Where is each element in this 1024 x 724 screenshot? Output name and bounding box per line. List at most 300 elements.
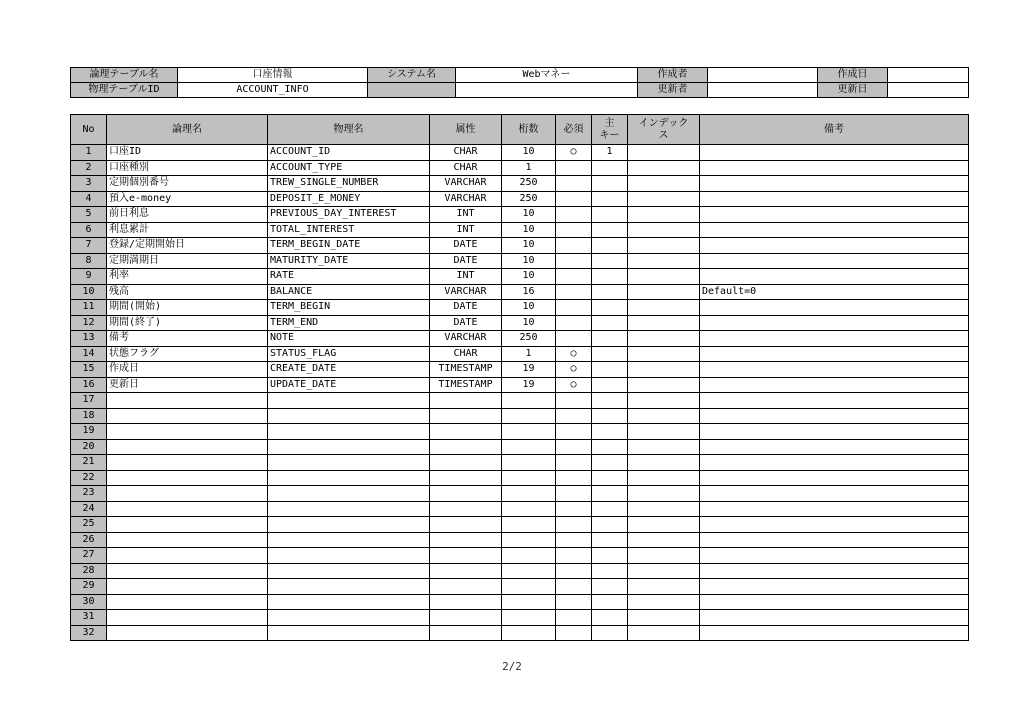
cell-remarks	[700, 610, 969, 626]
cell-no: 3	[71, 176, 107, 192]
cell-logical-name	[107, 393, 268, 409]
cell-primary-key	[592, 191, 628, 207]
cell-attribute: VARCHAR	[430, 284, 502, 300]
author-value	[708, 68, 818, 83]
cell-digits	[502, 610, 556, 626]
cell-required	[556, 300, 592, 316]
cell-logical-name: 状態フラグ	[107, 346, 268, 362]
cell-required	[556, 579, 592, 595]
cell-digits: 1	[502, 160, 556, 176]
cell-no: 28	[71, 563, 107, 579]
cell-physical-name: TREW_SINGLE_NUMBER	[268, 176, 430, 192]
cell-attribute	[430, 517, 502, 533]
cell-required	[556, 284, 592, 300]
cell-primary-key	[592, 362, 628, 378]
cell-index	[628, 377, 700, 393]
cell-attribute	[430, 532, 502, 548]
cell-digits	[502, 408, 556, 424]
cell-remarks	[700, 300, 969, 316]
cell-digits: 19	[502, 362, 556, 378]
cell-digits	[502, 517, 556, 533]
cell-logical-name: 前日利息	[107, 207, 268, 223]
table-row	[71, 548, 969, 564]
cell-digits	[502, 579, 556, 595]
cell-logical-name: 期間(開始)	[107, 300, 268, 316]
cell-attribute	[430, 610, 502, 626]
cell-logical-name: 残高	[107, 284, 268, 300]
cell-digits: 250	[502, 331, 556, 347]
cell-primary-key	[592, 439, 628, 455]
header-attribute: 属性	[430, 115, 502, 145]
cell-index	[628, 563, 700, 579]
cell-attribute: CHAR	[430, 145, 502, 161]
cell-required	[556, 424, 592, 440]
cell-digits	[502, 439, 556, 455]
cell-index	[628, 346, 700, 362]
cell-logical-name: 備考	[107, 331, 268, 347]
cell-remarks: Default=0	[700, 284, 969, 300]
cell-no: 2	[71, 160, 107, 176]
table-meta-header	[70, 67, 969, 98]
cell-physical-name: STATUS_FLAG	[268, 346, 430, 362]
cell-logical-name	[107, 610, 268, 626]
cell-logical-name: 定期個別番号	[107, 176, 268, 192]
cell-logical-name	[107, 455, 268, 471]
cell-digits: 250	[502, 191, 556, 207]
cell-physical-name: TERM_BEGIN_DATE	[268, 238, 430, 254]
cell-physical-name: BALANCE	[268, 284, 430, 300]
cell-no: 1	[71, 145, 107, 161]
cell-digits	[502, 424, 556, 440]
cell-primary-key	[592, 207, 628, 223]
cell-digits: 10	[502, 315, 556, 331]
cell-primary-key	[592, 455, 628, 471]
cell-no: 7	[71, 238, 107, 254]
cell-digits: 10	[502, 253, 556, 269]
cell-remarks	[700, 532, 969, 548]
cell-attribute	[430, 470, 502, 486]
cell-physical-name: PREVIOUS_DAY_INTEREST	[268, 207, 430, 223]
cell-remarks	[700, 362, 969, 378]
cell-no: 25	[71, 517, 107, 533]
header-physical-name: 物理名	[268, 115, 430, 145]
cell-no: 24	[71, 501, 107, 517]
cell-logical-name: 口座種別	[107, 160, 268, 176]
table-row	[71, 579, 969, 595]
cell-physical-name: MATURITY_DATE	[268, 253, 430, 269]
cell-attribute: DATE	[430, 253, 502, 269]
cell-logical-name: 預入e-money	[107, 191, 268, 207]
cell-physical-name	[268, 548, 430, 564]
cell-digits: 16	[502, 284, 556, 300]
cell-no: 17	[71, 393, 107, 409]
cell-remarks	[700, 470, 969, 486]
cell-primary-key	[592, 300, 628, 316]
cell-digits	[502, 532, 556, 548]
page-number: 2/2	[502, 660, 522, 673]
cell-remarks	[700, 393, 969, 409]
table-row	[71, 563, 969, 579]
cell-remarks	[700, 253, 969, 269]
cell-logical-name: 定期満期日	[107, 253, 268, 269]
cell-index	[628, 253, 700, 269]
cell-primary-key	[592, 253, 628, 269]
cell-logical-name	[107, 470, 268, 486]
cell-required	[556, 594, 592, 610]
cell-attribute	[430, 439, 502, 455]
cell-required	[556, 253, 592, 269]
cell-remarks	[700, 176, 969, 192]
physical-table-id-value: ACCOUNT_INFO	[178, 83, 368, 98]
cell-index	[628, 207, 700, 223]
cell-required: ○	[556, 145, 592, 161]
cell-no: 16	[71, 377, 107, 393]
cell-primary-key	[592, 160, 628, 176]
cell-attribute: TIMESTAMP	[430, 362, 502, 378]
cell-no: 18	[71, 408, 107, 424]
table-row	[71, 145, 969, 161]
cell-index	[628, 517, 700, 533]
cell-index	[628, 408, 700, 424]
cell-remarks	[700, 408, 969, 424]
cell-index	[628, 625, 700, 641]
cell-remarks	[700, 625, 969, 641]
cell-digits: 250	[502, 176, 556, 192]
cell-attribute	[430, 548, 502, 564]
table-row	[71, 439, 969, 455]
cell-primary-key	[592, 222, 628, 238]
cell-digits	[502, 501, 556, 517]
cell-remarks	[700, 486, 969, 502]
cell-physical-name	[268, 455, 430, 471]
cell-primary-key	[592, 517, 628, 533]
cell-logical-name	[107, 408, 268, 424]
table-row	[71, 486, 969, 502]
cell-index	[628, 269, 700, 285]
cell-attribute	[430, 594, 502, 610]
cell-primary-key	[592, 377, 628, 393]
cell-index	[628, 486, 700, 502]
logical-table-name-value: 口座情報	[178, 68, 368, 83]
table-row	[71, 269, 969, 285]
system-name-value: Webマネー	[456, 68, 638, 83]
cell-remarks	[700, 269, 969, 285]
cell-no: 31	[71, 610, 107, 626]
cell-primary-key	[592, 393, 628, 409]
header-no: No	[71, 115, 107, 145]
cell-index	[628, 470, 700, 486]
header-index: インデック ス	[628, 115, 700, 145]
cell-digits	[502, 470, 556, 486]
cell-attribute: DATE	[430, 300, 502, 316]
cell-no: 29	[71, 579, 107, 595]
cell-remarks	[700, 548, 969, 564]
cell-required	[556, 625, 592, 641]
cell-attribute	[430, 455, 502, 471]
cell-index	[628, 501, 700, 517]
table-row	[71, 315, 969, 331]
cell-remarks	[700, 579, 969, 595]
created-date-label: 作成日	[818, 68, 888, 83]
cell-attribute	[430, 579, 502, 595]
cell-required	[556, 238, 592, 254]
cell-primary-key	[592, 532, 628, 548]
cell-logical-name: 利率	[107, 269, 268, 285]
table-row	[71, 470, 969, 486]
table-row	[71, 346, 969, 362]
cell-primary-key	[592, 548, 628, 564]
cell-index	[628, 176, 700, 192]
cell-required: ○	[556, 377, 592, 393]
cell-required	[556, 439, 592, 455]
cell-remarks	[700, 346, 969, 362]
cell-physical-name: TERM_BEGIN	[268, 300, 430, 316]
updated-date-value	[888, 83, 969, 98]
cell-physical-name: UPDATE_DATE	[268, 377, 430, 393]
cell-primary-key	[592, 176, 628, 192]
cell-logical-name	[107, 501, 268, 517]
cell-attribute: INT	[430, 222, 502, 238]
cell-digits: 1	[502, 346, 556, 362]
cell-logical-name	[107, 517, 268, 533]
cell-physical-name: ACCOUNT_TYPE	[268, 160, 430, 176]
cell-required	[556, 393, 592, 409]
cell-index	[628, 238, 700, 254]
cell-attribute	[430, 424, 502, 440]
cell-physical-name: NOTE	[268, 331, 430, 347]
cell-required	[556, 548, 592, 564]
cell-physical-name	[268, 393, 430, 409]
cell-index	[628, 191, 700, 207]
header-primary-key: 主 キー	[592, 115, 628, 145]
table-row	[71, 393, 969, 409]
cell-attribute: DATE	[430, 315, 502, 331]
cell-required	[556, 176, 592, 192]
cell-no: 21	[71, 455, 107, 471]
cell-physical-name	[268, 501, 430, 517]
table-row	[71, 424, 969, 440]
updater-label: 更新者	[638, 83, 708, 98]
cell-digits	[502, 486, 556, 502]
cell-required	[556, 207, 592, 223]
cell-remarks	[700, 222, 969, 238]
cell-logical-name	[107, 532, 268, 548]
cell-logical-name: 登録/定期開始日	[107, 238, 268, 254]
cell-digits	[502, 563, 556, 579]
table-row	[71, 517, 969, 533]
cell-primary-key	[592, 331, 628, 347]
cell-no: 32	[71, 625, 107, 641]
cell-digits	[502, 594, 556, 610]
cell-digits	[502, 625, 556, 641]
cell-digits: 10	[502, 300, 556, 316]
cell-remarks	[700, 331, 969, 347]
cell-digits: 10	[502, 222, 556, 238]
cell-digits: 10	[502, 207, 556, 223]
cell-no: 14	[71, 346, 107, 362]
cell-digits: 19	[502, 377, 556, 393]
cell-physical-name: ACCOUNT_ID	[268, 145, 430, 161]
cell-logical-name	[107, 625, 268, 641]
cell-attribute: INT	[430, 207, 502, 223]
cell-physical-name	[268, 439, 430, 455]
cell-no: 19	[71, 424, 107, 440]
cell-required	[556, 408, 592, 424]
updated-date-label: 更新日	[818, 83, 888, 98]
cell-no: 4	[71, 191, 107, 207]
cell-logical-name	[107, 424, 268, 440]
header-logical-name: 論理名	[107, 115, 268, 145]
cell-attribute: VARCHAR	[430, 191, 502, 207]
cell-index	[628, 610, 700, 626]
cell-attribute	[430, 486, 502, 502]
cell-primary-key	[592, 408, 628, 424]
cell-no: 26	[71, 532, 107, 548]
cell-required	[556, 486, 592, 502]
cell-primary-key	[592, 269, 628, 285]
cell-logical-name: 更新日	[107, 377, 268, 393]
table-row	[71, 532, 969, 548]
cell-index	[628, 579, 700, 595]
header-remarks: 備考	[700, 115, 969, 145]
cell-physical-name	[268, 424, 430, 440]
cell-logical-name: 利息累計	[107, 222, 268, 238]
cell-required	[556, 331, 592, 347]
table-row	[71, 160, 969, 176]
cell-no: 12	[71, 315, 107, 331]
cell-logical-name	[107, 486, 268, 502]
cell-primary-key: 1	[592, 145, 628, 161]
cell-required	[556, 222, 592, 238]
cell-required: ○	[556, 346, 592, 362]
cell-no: 30	[71, 594, 107, 610]
cell-required	[556, 455, 592, 471]
created-date-value	[888, 68, 969, 83]
cell-index	[628, 222, 700, 238]
cell-required	[556, 517, 592, 533]
cell-remarks	[700, 594, 969, 610]
header-digits: 桁数	[502, 115, 556, 145]
cell-remarks	[700, 145, 969, 161]
cell-logical-name	[107, 548, 268, 564]
table-row	[71, 238, 969, 254]
table-row	[71, 408, 969, 424]
cell-physical-name	[268, 532, 430, 548]
cell-remarks	[700, 517, 969, 533]
cell-digits	[502, 548, 556, 564]
table-row	[71, 300, 969, 316]
cell-logical-name: 口座ID	[107, 145, 268, 161]
cell-index	[628, 455, 700, 471]
cell-no: 9	[71, 269, 107, 285]
cell-physical-name: CREATE_DATE	[268, 362, 430, 378]
cell-physical-name	[268, 579, 430, 595]
cell-required	[556, 315, 592, 331]
cell-index	[628, 532, 700, 548]
table-row	[71, 377, 969, 393]
cell-primary-key	[592, 501, 628, 517]
table-row	[71, 284, 969, 300]
cell-index	[628, 594, 700, 610]
table-row	[71, 253, 969, 269]
cell-digits: 10	[502, 269, 556, 285]
cell-attribute: DATE	[430, 238, 502, 254]
cell-digits: 10	[502, 145, 556, 161]
cell-physical-name	[268, 486, 430, 502]
cell-required	[556, 563, 592, 579]
cell-primary-key	[592, 486, 628, 502]
cell-no: 5	[71, 207, 107, 223]
cell-physical-name	[268, 408, 430, 424]
table-row	[71, 455, 969, 471]
header-required: 必須	[556, 115, 592, 145]
cell-physical-name	[268, 594, 430, 610]
table-row	[71, 222, 969, 238]
cell-remarks	[700, 160, 969, 176]
table-row	[71, 207, 969, 223]
cell-attribute: INT	[430, 269, 502, 285]
cell-index	[628, 393, 700, 409]
cell-no: 22	[71, 470, 107, 486]
cell-attribute: CHAR	[430, 346, 502, 362]
cell-attribute: CHAR	[430, 160, 502, 176]
cell-no: 10	[71, 284, 107, 300]
cell-digits: 10	[502, 238, 556, 254]
cell-index	[628, 284, 700, 300]
cell-logical-name	[107, 439, 268, 455]
cell-primary-key	[592, 625, 628, 641]
cell-index	[628, 424, 700, 440]
system-name-empty	[368, 83, 456, 98]
author-label: 作成者	[638, 68, 708, 83]
cell-remarks	[700, 563, 969, 579]
cell-physical-name	[268, 610, 430, 626]
cell-physical-name	[268, 517, 430, 533]
table-row	[71, 331, 969, 347]
logical-table-name-label: 論理テーブル名	[71, 68, 178, 83]
table-row	[71, 501, 969, 517]
cell-digits	[502, 393, 556, 409]
cell-primary-key	[592, 346, 628, 362]
cell-remarks	[700, 207, 969, 223]
cell-logical-name: 期間(終了)	[107, 315, 268, 331]
cell-index	[628, 331, 700, 347]
table-row	[71, 176, 969, 192]
cell-required	[556, 191, 592, 207]
cell-attribute	[430, 563, 502, 579]
cell-primary-key	[592, 594, 628, 610]
cell-remarks	[700, 501, 969, 517]
cell-index	[628, 145, 700, 161]
system-name-value-empty	[456, 83, 638, 98]
cell-no: 6	[71, 222, 107, 238]
cell-remarks	[700, 377, 969, 393]
cell-attribute	[430, 408, 502, 424]
physical-table-id-label: 物理テーブルID	[71, 83, 178, 98]
cell-logical-name	[107, 563, 268, 579]
cell-logical-name	[107, 579, 268, 595]
cell-physical-name: RATE	[268, 269, 430, 285]
cell-no: 8	[71, 253, 107, 269]
cell-remarks	[700, 424, 969, 440]
cell-digits	[502, 455, 556, 471]
cell-physical-name	[268, 625, 430, 641]
cell-primary-key	[592, 610, 628, 626]
cell-primary-key	[592, 315, 628, 331]
table-row	[71, 625, 969, 641]
cell-attribute: VARCHAR	[430, 176, 502, 192]
table-header-row	[71, 115, 969, 145]
